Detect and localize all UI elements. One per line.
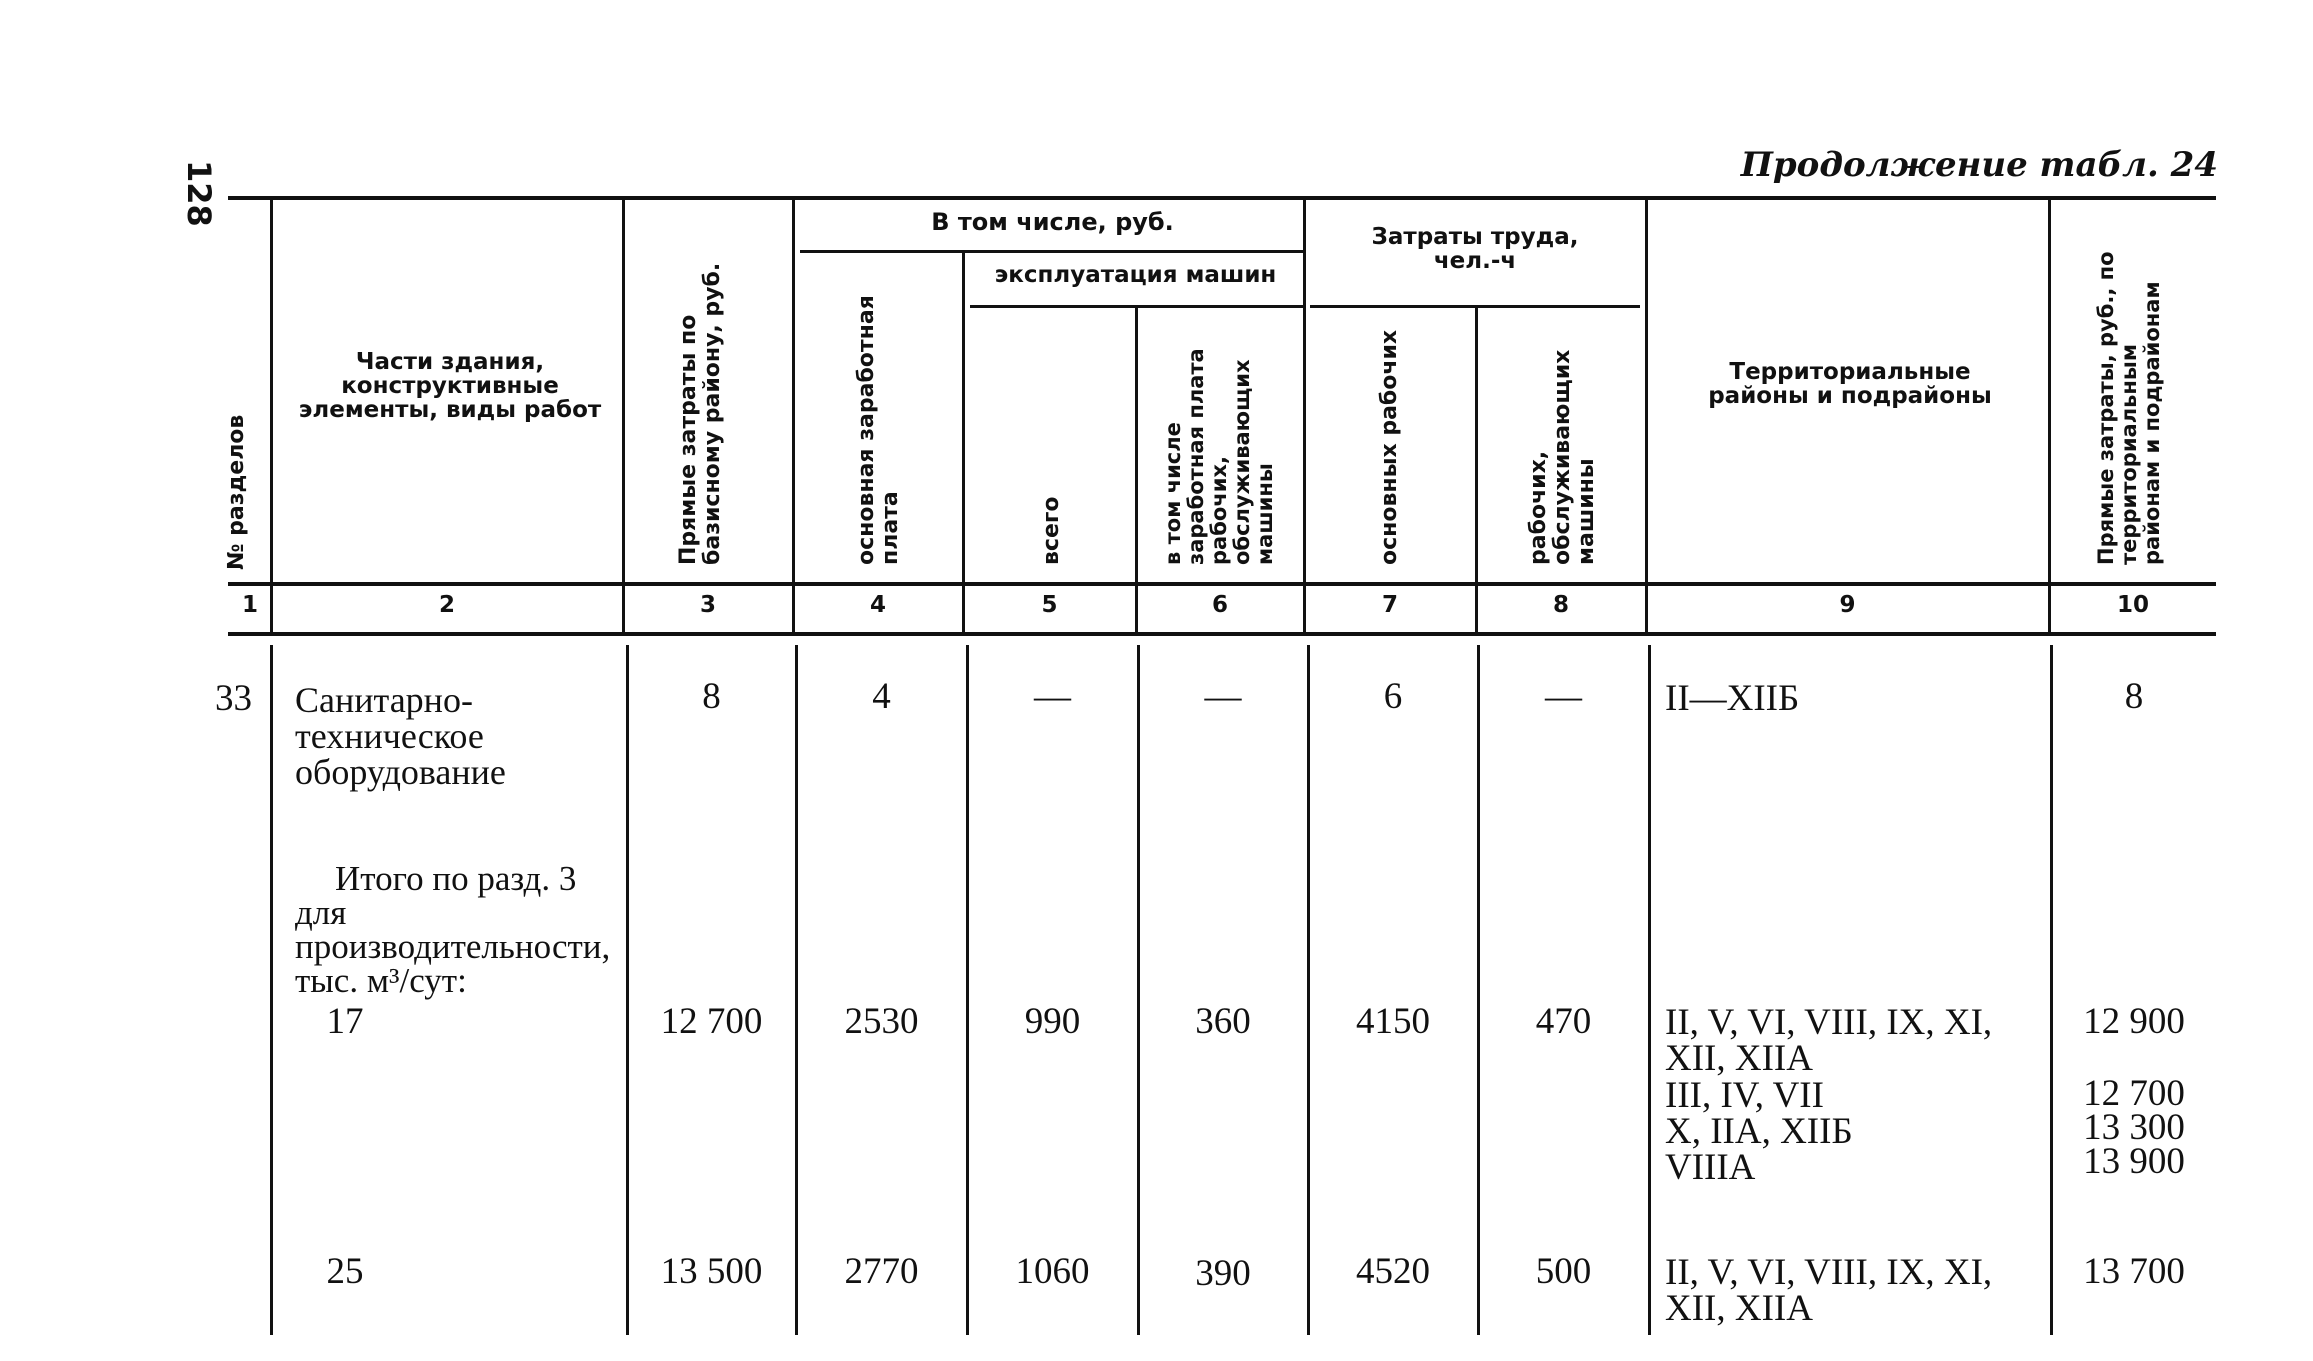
row17-cost-1: 12 900	[2083, 1001, 2185, 1042]
body-vline-9	[2050, 645, 2053, 1335]
row25-c4: 2770	[844, 1251, 919, 1292]
column-number-1: 1	[241, 592, 258, 618]
body-vline-5	[1137, 645, 1140, 1335]
row25-c8: 500	[1535, 1251, 1592, 1292]
header-col3: Прямые затраты по базисному району, руб.	[676, 262, 725, 565]
body-vline-6	[1307, 645, 1310, 1335]
body-vline-7	[1477, 645, 1480, 1335]
header-col9: Территориальные районы и подрайоны	[1708, 359, 1992, 409]
row17-c8: 470	[1535, 1001, 1592, 1042]
column-number-10: 10	[2116, 592, 2149, 618]
row17-c5: 990	[1024, 1001, 1081, 1042]
header-col8: рабочих, обслуживающих машины	[1526, 349, 1599, 565]
row33-c4: 4	[872, 676, 891, 717]
row33-name: Санитарно-техническое оборудование	[295, 680, 506, 792]
page-number: 128	[180, 160, 218, 227]
row33-c7: 6	[1383, 676, 1403, 717]
column-number-2: 2	[438, 592, 455, 618]
header-col2: Части здания, конструктивные элементы, виды работ	[298, 349, 602, 423]
row17-c6: 360	[1195, 1001, 1251, 1042]
row17-cost-3: 13 300	[2083, 1107, 2185, 1148]
header-col7: основных рабочих	[1377, 329, 1402, 565]
column-number-9: 9	[1839, 592, 1856, 618]
group-in-that-rule	[800, 250, 1305, 253]
header-col5: всего	[1039, 496, 1064, 565]
row33-section: 33	[215, 678, 252, 719]
header-group-in-that: В том числе, руб.	[931, 208, 1174, 236]
continuation-title: Продолжение табл. 24	[1740, 145, 2218, 185]
header-vline-1	[270, 200, 273, 585]
column-number-6: 6	[1211, 592, 1228, 618]
row17-c3: 12 700	[660, 1001, 763, 1042]
row17-cost-4: 13 900	[2083, 1141, 2185, 1182]
column-number-8: 8	[1552, 592, 1569, 618]
header-group-labor: Затраты труда, чел.-ч	[1371, 224, 1579, 274]
row17-district-2: III, IV, VII	[1665, 1075, 1824, 1116]
row25-c6: 390	[1195, 1253, 1251, 1294]
header-vline-7	[1475, 308, 1478, 585]
column-number-4: 4	[869, 592, 886, 618]
body-vline-3	[795, 645, 798, 1335]
total-label: Итого по разд. 3 для производительности, тыс. м³/сут:	[295, 859, 611, 1000]
numbers-bottom-rule	[228, 632, 2216, 636]
header-vline-3	[792, 200, 795, 585]
header-bottom-rule	[228, 582, 2216, 586]
row17-district-4: VIIIA	[1665, 1147, 1756, 1188]
row25-capacity: 25	[326, 1251, 364, 1292]
row33-c3: 8	[702, 676, 721, 717]
body-vline-8	[1648, 645, 1651, 1335]
row17-c7: 4150	[1356, 1001, 1430, 1042]
body-vline-1	[270, 645, 273, 1335]
row25-c5: 1060	[1015, 1251, 1090, 1292]
row25-cost-1: 13 700	[2083, 1251, 2185, 1292]
row25-c7: 4520	[1356, 1251, 1430, 1292]
row17-capacity: 17	[326, 1001, 364, 1042]
body-vline-2	[626, 645, 629, 1335]
row17-district-3: X, IIA, XIIБ	[1665, 1111, 1853, 1152]
header-vline-8	[1645, 200, 1648, 585]
column-number-7: 7	[1381, 592, 1398, 618]
header-col10: Прямые затраты, руб., по территориальным районам и подрайонам	[2094, 251, 2164, 565]
header-vline-4	[962, 253, 965, 585]
header-vline-6	[1303, 200, 1306, 585]
row33-c8: —	[1545, 676, 1582, 717]
row33-c9: II—XIIБ	[1665, 678, 1800, 719]
header-col1: № разделов	[224, 414, 249, 570]
column-number-3: 3	[699, 592, 716, 618]
row17-c4: 2530	[844, 1001, 919, 1042]
header-group-machines: эксплуатация машин	[994, 262, 1277, 288]
row17-district-1: II, V, VI, VIII, IX, XI, XII, XIIA	[1665, 1002, 1993, 1079]
header-col4: основная заработная плата	[854, 295, 903, 565]
table-top-rule	[228, 196, 2216, 200]
row33-c5: —	[1034, 676, 1071, 717]
row25-c3: 13 500	[660, 1251, 763, 1292]
row25-district-1: II, V, VI, VIII, IX, XI, XII, XIIA	[1665, 1252, 1993, 1329]
header-col6: в том числе заработная плата рабочих, обслуживающих машины	[1161, 348, 1277, 565]
column-number-5: 5	[1041, 592, 1058, 618]
body-vline-4	[966, 645, 969, 1335]
row33-c10: 8	[2124, 676, 2144, 717]
header-vline-9	[2048, 200, 2051, 585]
header-vline-2	[622, 200, 625, 585]
header-vline-5	[1135, 308, 1138, 585]
row33-c6: —	[1204, 676, 1242, 717]
row17-cost-2: 12 700	[2083, 1073, 2185, 1114]
